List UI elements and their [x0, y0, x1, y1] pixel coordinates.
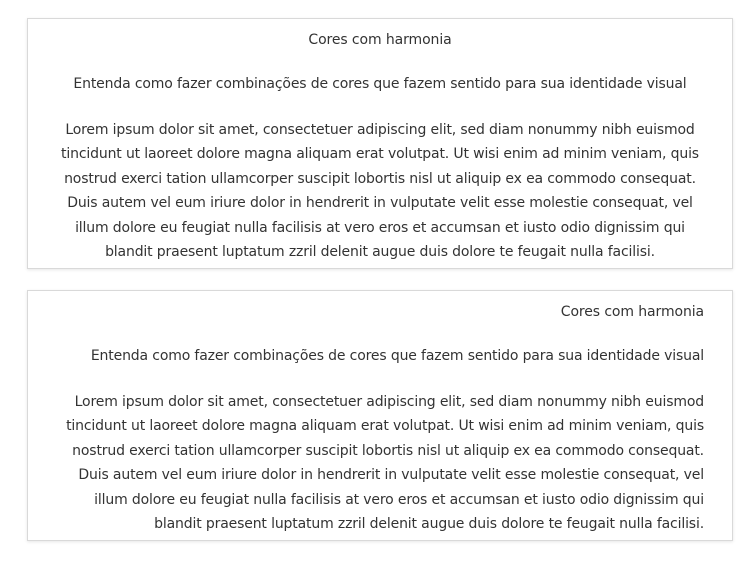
card-centered	[27, 18, 733, 269]
card-body-line: Duis autem vel eum iriure dolor in hendrerit in vulputate velit esse molestie consequat, vel	[67, 195, 693, 212]
card-body-line: nostrud exerci tation ullamcorper suscipit lobortis nisl ut aliquip ex ea commodo consequat.	[72, 442, 704, 459]
card-body-line: nostrud exerci tation ullamcorper suscipit lobortis nisl ut aliquip ex ea commodo consequat.	[64, 170, 696, 187]
card-body-line: tincidunt ut laoreet dolore magna aliquam erat volutpat. Ut wisi enim ad minim veniam, quis	[61, 146, 699, 163]
card-body-line: illum dolore eu feugiat nulla facilisis at vero eros et accumsan et iusto odio dignissim qui	[75, 219, 685, 236]
card-body-line: Lorem ipsum dolor sit amet, consectetuer adipiscing elit, sed diam nonummy nibh euismod	[65, 122, 695, 138]
card-subtitle: Entenda como fazer combinações de cores que fazem sentido para sua identidade visual	[73, 76, 687, 92]
card-body-line: blandit praesent luptatum zzril delenit augue duis dolore te feugait nulla facilisi.	[154, 516, 704, 533]
card-title: Cores com harmonia	[308, 32, 452, 48]
card-title: Cores com harmonia	[560, 304, 704, 320]
card-body-line: Lorem ipsum dolor sit amet, consectetuer adipiscing elit, sed diam nonummy nibh euismod	[74, 394, 704, 410]
card-body-line: illum dolore eu feugiat nulla facilisis at vero eros et accumsan et iusto odio dignissim qui	[94, 491, 704, 508]
card-right-aligned	[27, 290, 733, 541]
card-body	[56, 390, 704, 536]
card-body-line: tincidunt ut laoreet dolore magna aliquam erat volutpat. Ut wisi enim ad minim veniam, quis	[66, 418, 704, 435]
card-subtitle: Entenda como fazer combinações de cores que fazem sentido para sua identidade visual	[90, 348, 704, 364]
card-body-line: Duis autem vel eum iriure dolor in hendrerit in vulputate velit esse molestie consequat, vel	[78, 467, 704, 484]
card-body-line: blandit praesent luptatum zzril delenit augue duis dolore te feugait nulla facilisi.	[105, 244, 655, 261]
card-body	[56, 118, 704, 264]
